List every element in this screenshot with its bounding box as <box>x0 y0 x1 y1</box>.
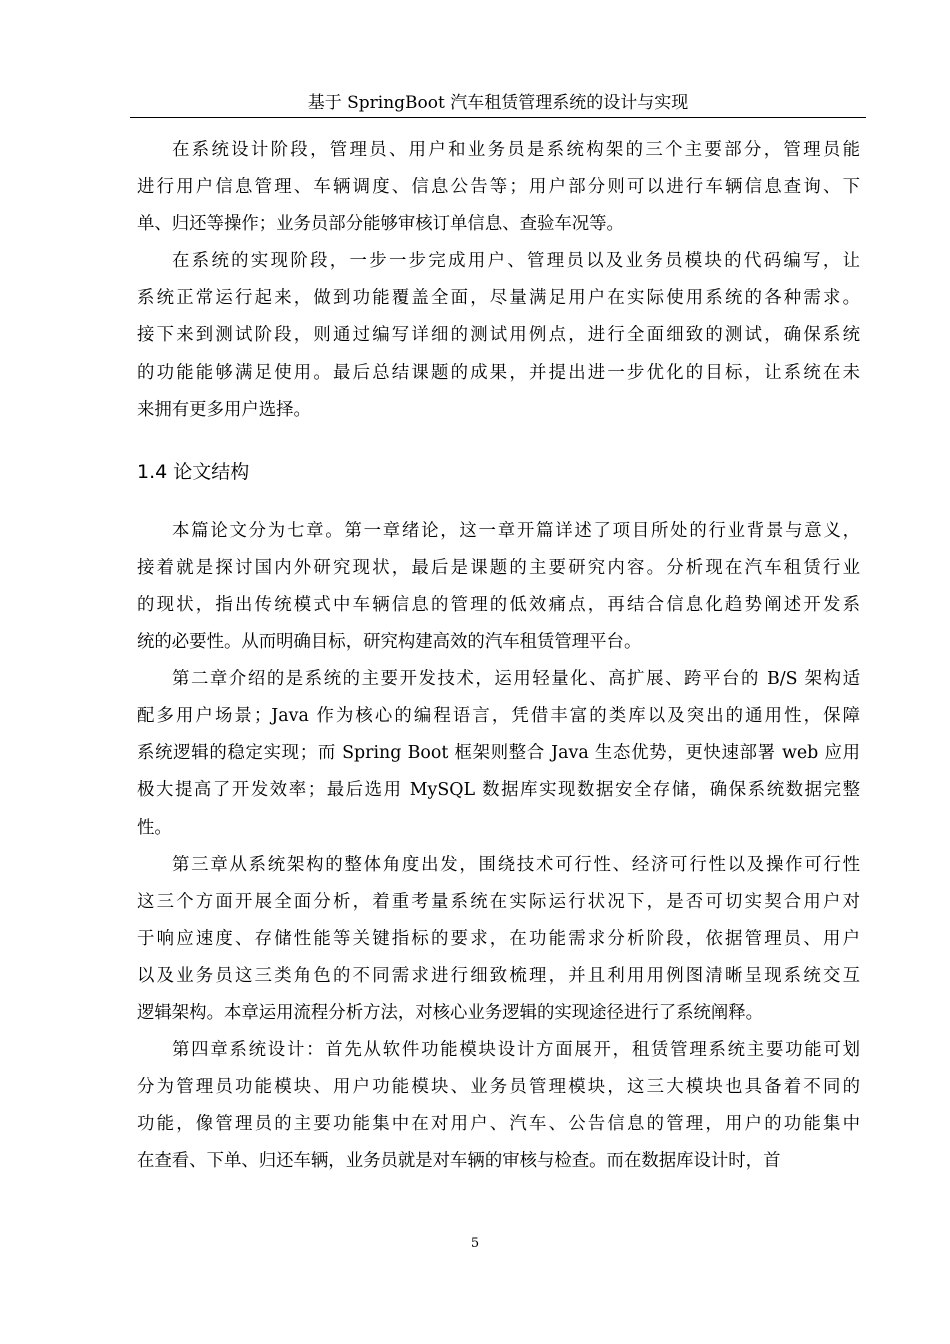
paragraph-line: 在查看、下单、归还车辆，业务员就是对车辆的审核与检查。而在数据库设计时，首 <box>137 1151 781 1172</box>
paragraph-line: 配多用户场景；Java 作为核心的编程语言，凭借丰富的类库以及突出的通用性，保障 <box>137 706 860 727</box>
section-structure-paragraphs <box>137 513 860 1181</box>
paragraph-line: 逻辑架构。本章运用流程分析方法，对核心业务逻辑的实现途径进行了系统阐释。 <box>137 1002 764 1023</box>
section-intro-paragraphs <box>137 132 860 429</box>
header-rule <box>130 117 866 118</box>
paragraph-line: 本篇论文分为七章。第一章绪论，这一章开篇详述了项目所处的行业背景与意义， <box>172 520 860 541</box>
paragraph-line: 系统正常运行起来，做到功能覆盖全面，尽量满足用户在实际使用系统的各种需求。 <box>137 288 860 309</box>
paragraph-line: 进行用户信息管理、车辆调度、信息公告等；用户部分则可以进行车辆信息查询、下 <box>137 177 860 198</box>
paragraph-line: 在系统的实现阶段，一步一步完成用户、管理员以及业务员模块的代码编写，让 <box>172 251 860 272</box>
paragraph-line: 极大提高了开发效率；最后选用 MySQL 数据库实现数据安全存储，确保系统数据完整 <box>137 780 860 801</box>
paragraph <box>137 513 860 661</box>
paragraph-line: 的功能能够满足使用。最后总结课题的成果，并提出进一步优化的目标，让系统在未 <box>137 362 860 383</box>
paragraph-line: 第二章介绍的是系统的主要开发技术，运用轻量化、高扩展、跨平台的 B/S 架构适 <box>172 669 860 690</box>
paragraph-line: 第三章从系统架构的整体角度出发，围绕技术可行性、经济可行性以及操作可行性 <box>172 854 860 875</box>
paragraph <box>137 1032 860 1180</box>
paragraph <box>137 243 860 428</box>
paragraph-line: 功能，像管理员的主要功能集中在对用户、汽车、公告信息的管理，用户的功能集中 <box>137 1114 860 1135</box>
paragraph-line: 性。 <box>137 817 172 838</box>
section-heading: 1.4 论文结构 <box>137 460 250 483</box>
paragraph-line: 第四章系统设计：首先从软件功能模块设计方面展开，租赁管理系统主要功能可划 <box>172 1040 860 1061</box>
page-number: 5 <box>470 1236 480 1251</box>
paragraph-line: 单、归还等操作；业务员部分能够审核订单信息、查验车况等。 <box>137 214 624 235</box>
running-header: 基于 SpringBoot 汽车租赁管理系统的设计与实现 <box>307 93 689 113</box>
paragraph-line: 系统逻辑的稳定实现；而 Spring Boot 框架则整合 Java 生态优势，更快速部署 web 应用 <box>137 743 860 764</box>
paragraph-line: 接下来到测试阶段，则通过编写详细的测试用例点，进行全面细致的测试，确保系统 <box>137 325 860 346</box>
page-body <box>137 132 860 1180</box>
paragraph <box>137 132 860 243</box>
paragraph-line: 的现状，指出传统模式中车辆信息的管理的低效痛点，再结合信息化趋势阐述开发系 <box>137 594 860 615</box>
paragraph-line: 分为管理员功能模块、用户功能模块、业务员管理模块，这三大模块也具备着不同的 <box>137 1077 860 1098</box>
paragraph-line: 以及业务员这三类角色的不同需求进行细致梳理，并且利用用例图清晰呈现系统交互 <box>137 965 860 986</box>
paragraph-line: 统的必要性。从而明确目标，研究构建高效的汽车租赁管理平台。 <box>137 632 642 653</box>
paragraph-line: 来拥有更多用户选择。 <box>137 399 311 420</box>
paragraph-line: 于响应速度、存储性能等关键指标的要求，在功能需求分析阶段，依据管理员、用户 <box>137 928 860 949</box>
paragraph <box>137 847 860 1032</box>
paragraph-line: 接着就是探讨国内外研究现状，最后是课题的主要研究内容。分析现在汽车租赁行业 <box>137 557 860 578</box>
paragraph-line: 这三个方面开展全面分析，着重考量系统在实际运行状况下，是否可切实契合用户对 <box>137 891 860 912</box>
paragraph-line: 在系统设计阶段，管理员、用户和业务员是系统构架的三个主要部分，管理员能 <box>172 140 860 160</box>
paragraph <box>137 661 860 846</box>
